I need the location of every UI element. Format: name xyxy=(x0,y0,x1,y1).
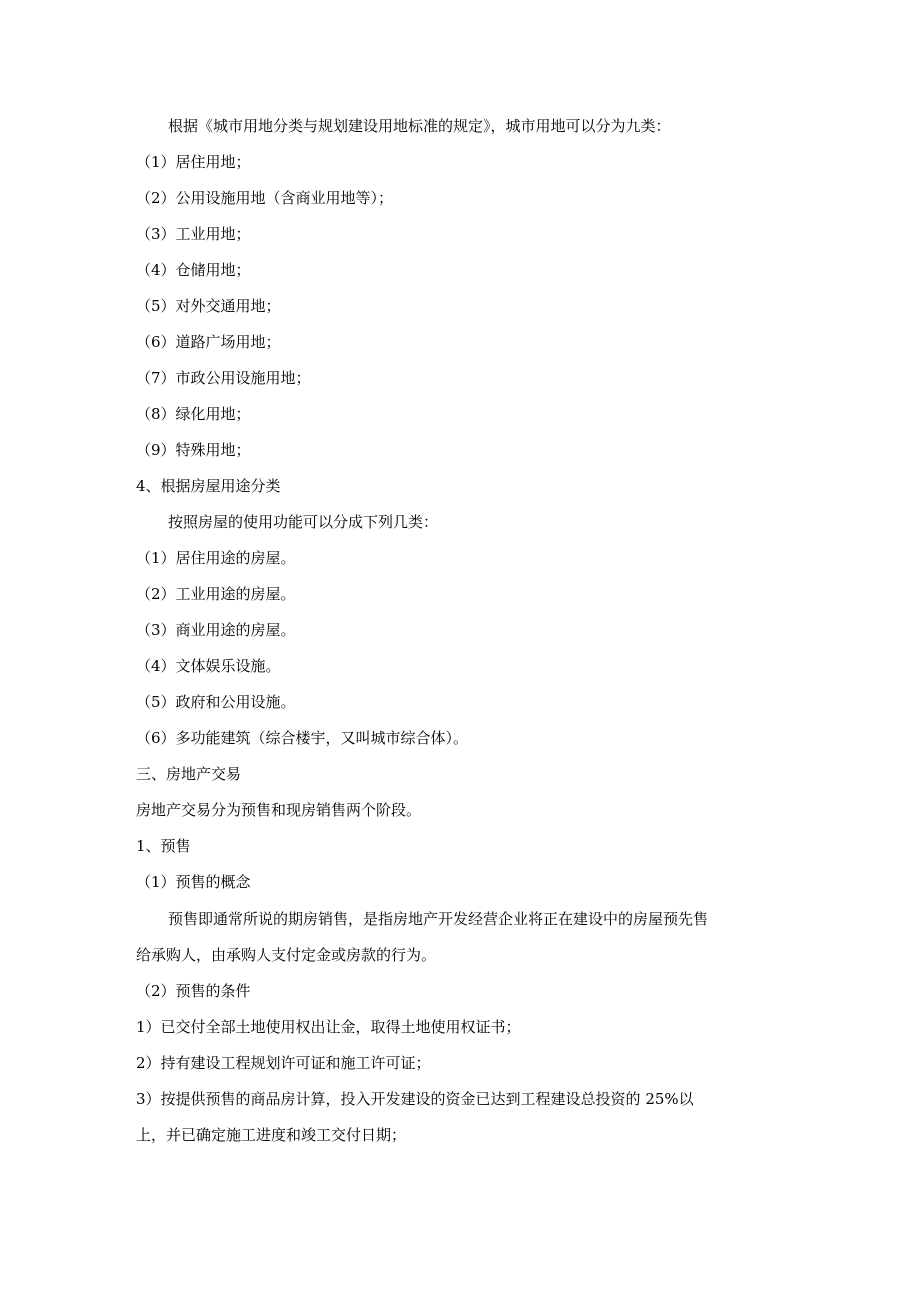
building-use-item-3: （3）商业用途的房屋。 xyxy=(136,621,296,639)
presale-conditions-heading: （2）预售的条件 xyxy=(136,982,251,1000)
presale-condition-2: 2）持有建设工程规划许可证和施工许可证； xyxy=(136,1054,431,1072)
section-heading-building-use: 4、根据房屋用途分类 xyxy=(136,477,281,495)
building-use-item-1: （1）居住用途的房屋。 xyxy=(136,549,296,567)
building-use-item-5: （5）政府和公用设施。 xyxy=(136,693,296,711)
land-use-item-2: （2）公用设施用地（含商业用地等）； xyxy=(136,189,394,207)
subheading-presale: 1、预售 xyxy=(136,837,191,855)
land-use-item-9: （9）特殊用地； xyxy=(136,441,251,459)
presale-concept-heading: （1）预售的概念 xyxy=(136,873,251,891)
land-use-item-8: （8）绿化用地； xyxy=(136,405,251,423)
land-use-item-3: （3）工业用地； xyxy=(136,225,251,243)
intro-paragraph: 根据《城市用地分类与规划建设用地标准的规定》，城市用地可以分为九类： xyxy=(168,117,671,135)
building-use-item-6: （6）多功能建筑（综合楼宇，又叫城市综合体）。 xyxy=(136,729,469,747)
land-use-item-7: （7）市政公用设施用地； xyxy=(136,369,311,387)
presale-concept-paragraph-line-1: 预售即通常所说的期房销售，是指房地产开发经营企业将正在建设中的房屋预先售 xyxy=(168,910,709,928)
presale-condition-1: 1）已交付全部土地使用权出让金，取得土地使用权证书； xyxy=(136,1018,521,1036)
building-use-intro: 按照房屋的使用功能可以分成下列几类： xyxy=(168,513,439,531)
presale-condition-3-line-1: 3）按提供预售的商品房计算，投入开发建设的资金已达到工程建设总投资的 25%以 xyxy=(136,1090,694,1108)
presale-concept-paragraph-line-2: 给承购人，由承购人支付定金或房款的行为。 xyxy=(136,946,437,964)
building-use-item-2: （2）工业用途的房屋。 xyxy=(136,585,296,603)
land-use-item-4: （4）仓储用地； xyxy=(136,261,251,279)
building-use-item-4: （4）文体娱乐设施。 xyxy=(136,657,281,675)
land-use-item-1: （1）居住用地； xyxy=(136,153,251,171)
land-use-item-5: （5）对外交通用地； xyxy=(136,297,281,315)
section-heading-real-estate-transaction: 三、房地产交易 xyxy=(136,765,242,783)
land-use-item-6: （6）道路广场用地； xyxy=(136,333,281,351)
transaction-intro: 房地产交易分为预售和现房销售两个阶段。 xyxy=(136,801,422,819)
presale-condition-3-line-2: 上，并已确定施工进度和竣工交付日期； xyxy=(136,1126,407,1144)
